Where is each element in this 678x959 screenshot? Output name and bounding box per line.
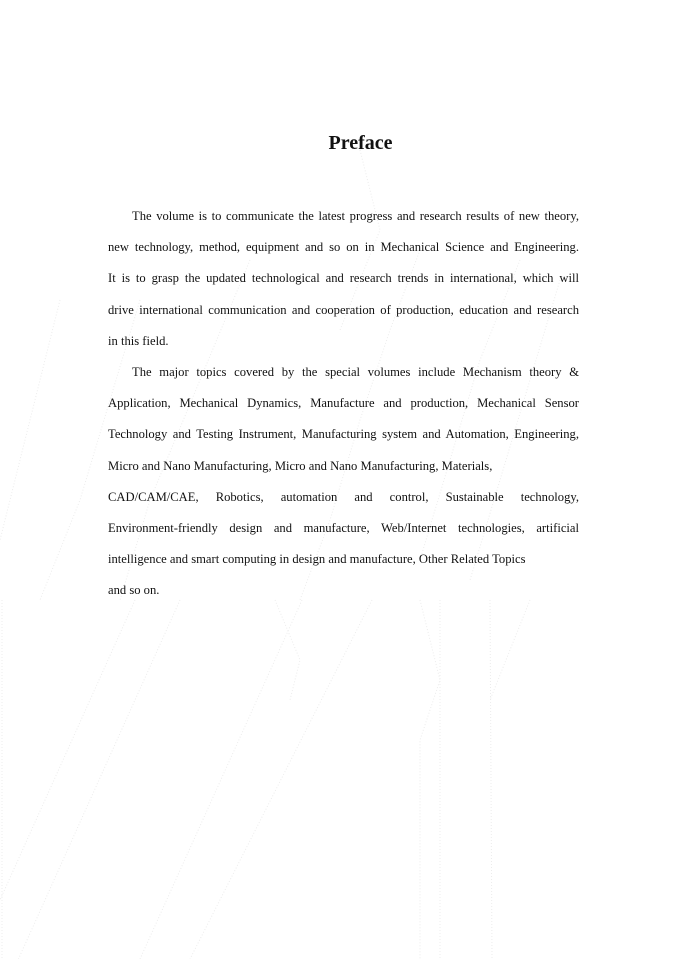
text-line: The major topics covered by the special volumes include Mechanism theory & — [132, 365, 579, 380]
text-line: Technology and Testing Instrument, Manufacturing system and Automation, Engineering, — [108, 427, 579, 442]
text-line: Environment-friendly design and manufacture, Web/Internet technologies, artificial — [108, 521, 579, 536]
text-line: It is to grasp the updated technological and research trends in international, which will — [108, 271, 579, 286]
text-line: Micro and Nano Manufacturing, Micro and Nano Manufacturing, Materials, — [108, 458, 493, 473]
text-line: The volume is to communicate the latest progress and research results of new theory, — [132, 209, 579, 223]
text-line: new technology, method, equipment and so on in Mechanical Science and Engineering. — [108, 240, 579, 255]
document-body — [108, 201, 579, 607]
page-title: Preface — [328, 132, 393, 154]
text-line: CAD/CAM/CAE, Robotics, automation and control, Sustainable technology, — [108, 489, 579, 504]
text-line: and so on. — [108, 583, 160, 598]
paragraph-intro — [108, 201, 579, 357]
text-line: in this field. — [108, 333, 169, 348]
text-line: drive international communication and cooperation of production, education and research — [108, 302, 579, 317]
text-line: Application, Mechanical Dynamics, Manufacture and production, Mechanical Sensor — [108, 396, 579, 411]
paragraph-topics — [108, 357, 579, 607]
text-line: intelligence and smart computing in design and manufacture, Other Related Topics — [108, 552, 526, 567]
